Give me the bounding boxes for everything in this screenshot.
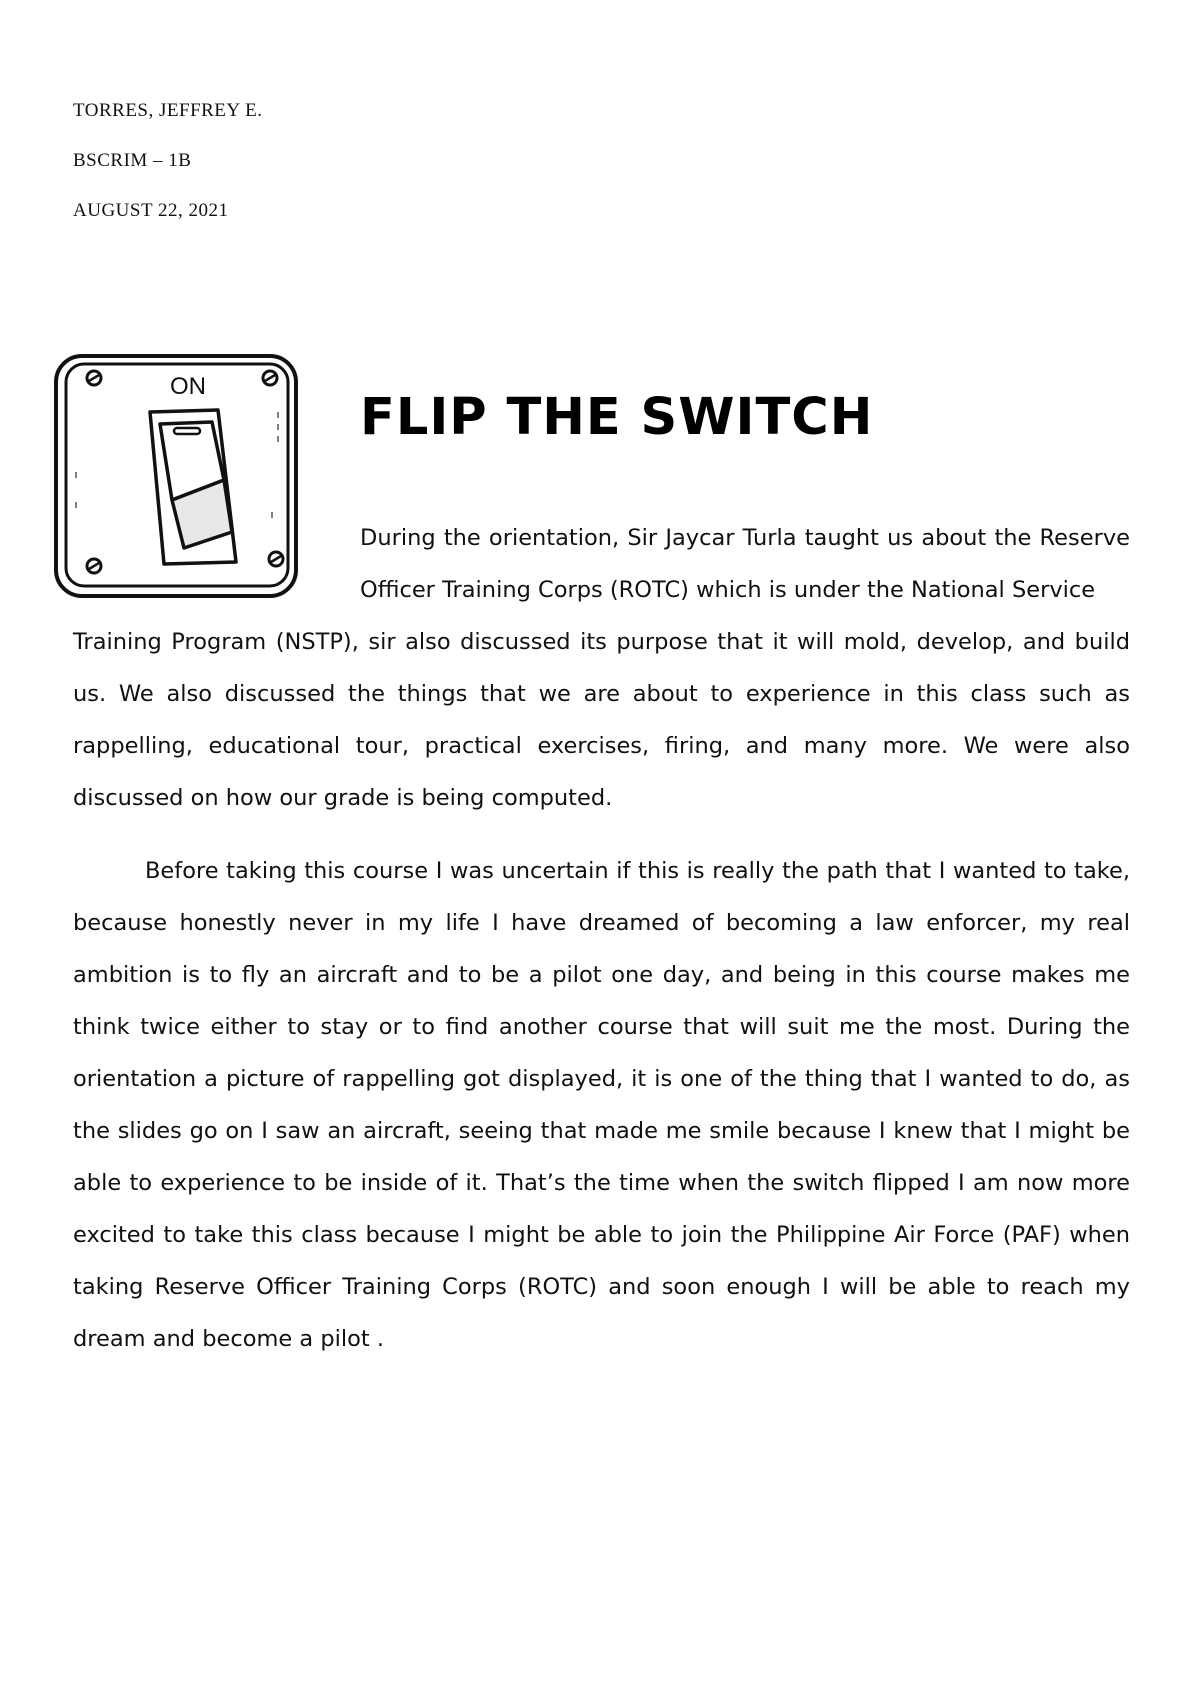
- screw-icon: [263, 371, 277, 385]
- switch-on-label: ON: [170, 373, 206, 400]
- screw-icon: [87, 559, 101, 573]
- page-title: FLIP THE SWITCH: [360, 388, 874, 447]
- paragraph-1-continued: Training Program (NSTP), sir also discussed its purpose that it will mold, develop, and build us. We also discussed the things that we are about to experience in this class such as rappelling, educational tour, practical exercises, firing, and many more. We were also discussed on how our grade is being computed.: [73, 629, 1130, 811]
- student-name: TORRES, JEFFREY E.: [73, 100, 263, 121]
- screw-icon: [269, 552, 283, 566]
- screw-icon: [87, 371, 101, 385]
- paragraph-1-top: During the orientation, Sir Jaycar Turla taught us about the Reserve Officer Training Corps (ROTC) which is under the National Service: [360, 525, 1130, 603]
- paragraph-2: Before taking this course I was uncertain if this is really the path that I wanted to take, because honestly never in my life I have dreamed of becoming a law enforcer, my real ambition is to fly an aircraft and to be a pilot one day, and being in this course makes me think twice either to stay or to find another course that will suit me the most. During the orientation a picture of rappelling got displayed, it is one of the thing that I wanted to do, as the slides go on I saw an aircraft, seeing that made me smile because I knew that I might be able to experience to be inside of it. That’s the time when the switch flipped I am now more excited to take this class because I might be able to join the Philippine Air Force (PAF) when taking Reserve Officer Training Corps (ROTC) and soon enough I will be able to reach my dream and become a pilot .: [73, 858, 1130, 1352]
- light-switch-icon: [52, 352, 302, 602]
- document-date: AUGUST 22, 2021: [73, 200, 229, 221]
- student-section: BSCRIM – 1B: [73, 150, 192, 171]
